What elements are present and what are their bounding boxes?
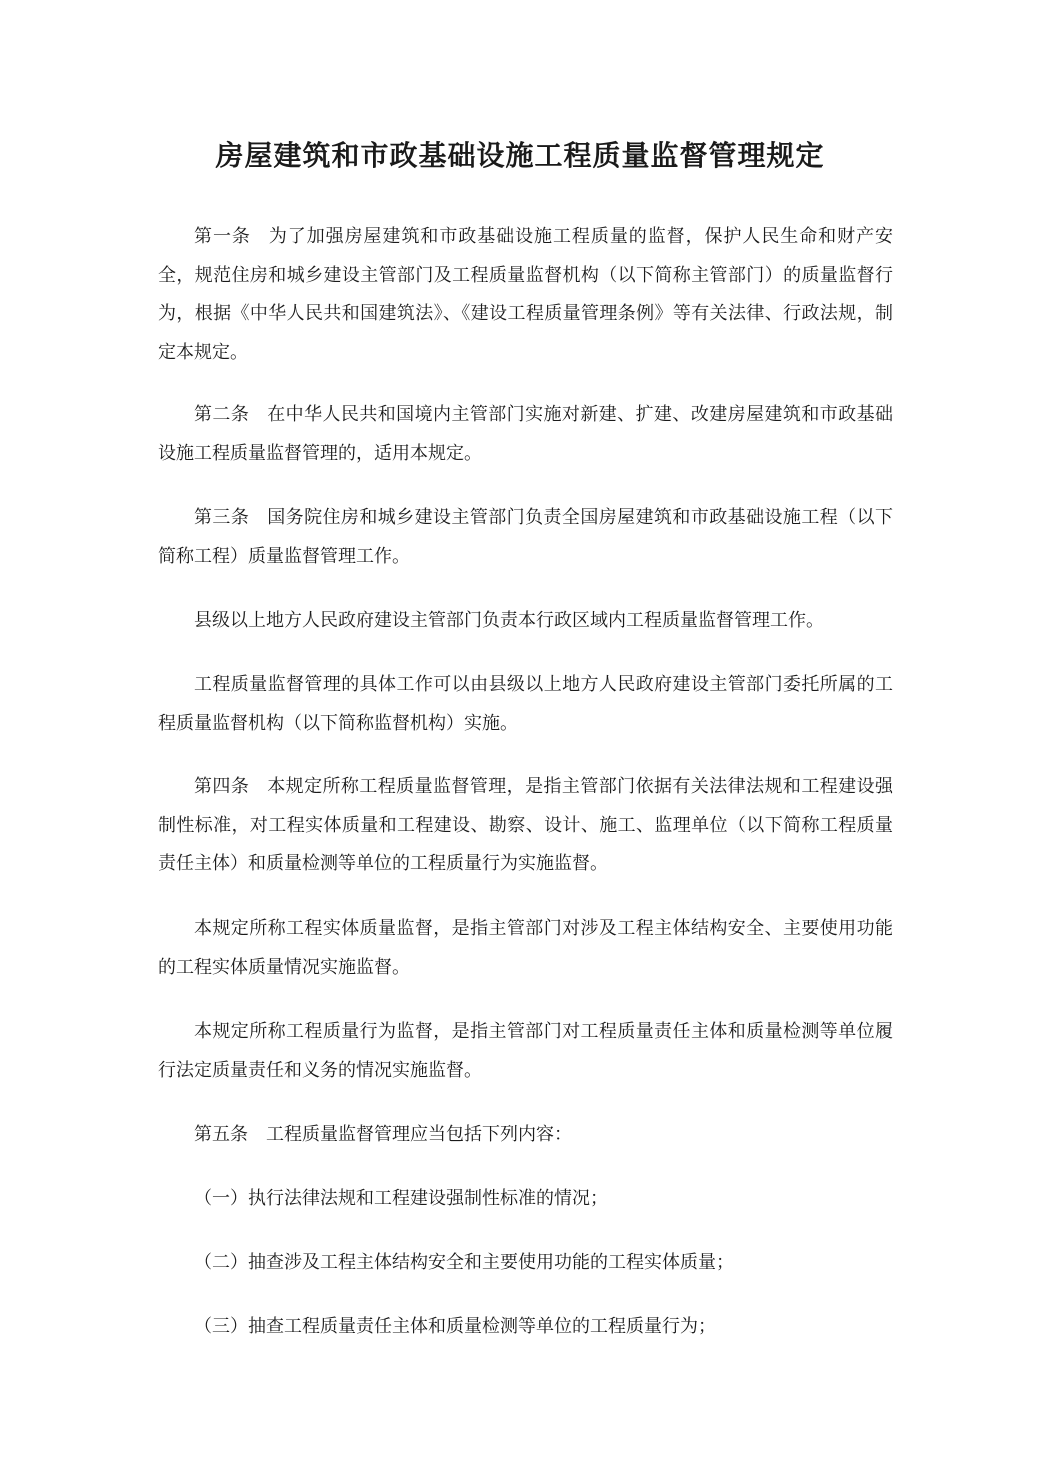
article-number: 第一条 [194,226,251,247]
paragraph-text: 本规定所称工程实体质量监督，是指主管部门对涉及工程主体结构安全、主要使用功能的工程实体质量情况实施监督。 [158,918,893,978]
article-5-paragraph [158,1116,893,1155]
paragraph-text: 本规定所称工程质量监督管理，是指主管部门依据有关法律法规和工程建设强制性标准，对工程实体质量和工程建设、勘察、设计、施工、监理单位（以下简称工程质量责任主体）和质量检测等单位的工程质量行为实施监督。 [158,776,893,874]
paragraph-text: 工程质量监督管理应当包括下列内容： [266,1124,572,1145]
article-number: 第五条 [194,1124,248,1145]
article-4-clause-3 [158,1013,893,1090]
article-2-paragraph [158,396,893,473]
list-item [158,1180,893,1219]
article-3-clause-3 [158,666,893,743]
list-item [158,1244,893,1283]
document-title: 房屋建筑和市政基础设施工程质量监督管理规定 [215,139,825,172]
paragraph-text: 国务院住房和城乡建设主管部门负责全国房屋建筑和市政基础设施工程（以下简称工程）质量监督管理工作。 [158,507,893,567]
article-number: 第二条 [194,404,250,425]
article-3-clause-2 [158,602,893,641]
list-item-text: （三）抽查工程质量责任主体和质量检测等单位的工程质量行为； [194,1316,716,1337]
list-item-text: （一）执行法律法规和工程建设强制性标准的情况； [194,1188,608,1209]
paragraph-text: 本规定所称工程质量行为监督，是指主管部门对工程质量责任主体和质量检测等单位履行法定质量责任和义务的情况实施监督。 [158,1021,893,1081]
article-4-clause-2 [158,910,893,987]
article-number: 第三条 [194,507,250,528]
list-item [158,1308,893,1347]
paragraph-text: 在中华人民共和国境内主管部门实施对新建、扩建、改建房屋建筑和市政基础设施工程质量监督管理的，适用本规定。 [158,404,893,464]
list-item-text: （二）抽查涉及工程主体结构安全和主要使用功能的工程实体质量； [194,1252,734,1273]
article-3-paragraph [158,499,893,576]
paragraph-text: 工程质量监督管理的具体工作可以由县级以上地方人民政府建设主管部门委托所属的工程质量监督机构（以下简称监督机构）实施。 [158,674,893,734]
paragraph-text: 县级以上地方人民政府建设主管部门负责本行政区域内工程质量监督管理工作。 [194,610,824,631]
article-number: 第四条 [194,776,250,797]
paragraph-text: 为了加强房屋建筑和市政基础设施工程质量的监督，保护人民生命和财产安全，规范住房和城乡建设主管部门及工程质量监督机构（以下简称主管部门）的质量监督行为，根据《中华人民共和国建筑法》、《建设工程质量管理条例》等有关法律、行政法规，制定本规定。 [158,226,894,363]
article-1-paragraph [158,218,893,372]
article-4-paragraph [158,768,893,884]
